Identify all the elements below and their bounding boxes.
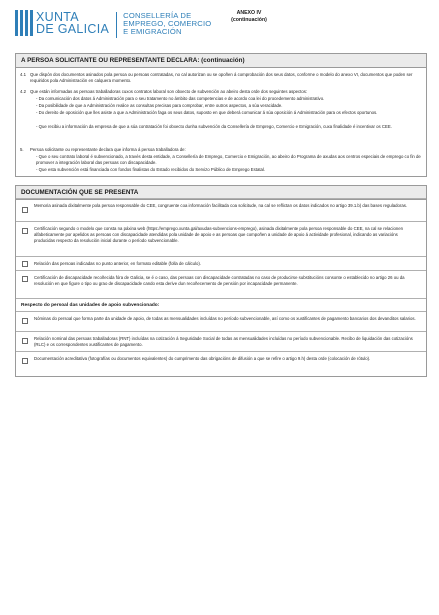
document-label: Relación das persoas indicadas no punto anterior, en formato editable (folla de cálculo). <box>34 261 201 266</box>
para-4-1: Que dispón dos documentos asinados pola persoa ou persoas contratadas, no cal autorizan ou se opoñen á comprobación dos seus datos, conforme o modelo do anexo VI, documentos que poden ser requiridos pola Administración en calquera momento. <box>30 72 413 84</box>
annex-title: ANEXO IV <box>236 10 262 16</box>
document-checkbox[interactable] <box>22 228 28 234</box>
para-4-2-number: 4.2 <box>20 89 26 94</box>
para-4-2-item: - Do dereito de oposición que lles asiste a que a Administración faga os seus datos, suposto en que deberá comunicar á súa oposición á Administración para os efectos oportunos. <box>36 110 378 115</box>
document-label: Certificación de discapacidade recoñecida fóra de Galicia, se é o caso, das persoas con discapacidade contratadas no caso de producirse substitucións consonte o establecido no artigo 26 ou da resolución en que figure o tipo ou grao de discapacidade cando esta derive dun recoñecemento de pensión por incapacidade permanente. <box>34 275 405 287</box>
document-label: Memoria asinada dixitalmente pola persoa responsable do CEE, congruente coa información facilitada coa solicitude, na cal se reflictan os datos indicados no artigo 39.1.b) das bases reguladoras. <box>34 203 408 208</box>
document-label: Relación nominal das persoas traballadoras (RNT) incluídas na cotización á Seguridade Social de todas as mensualidades incluídas no período subvencionable. Recibo de liquidación das cotizacións (RLC) e os correspondentes xustificantes de pagamento. <box>34 336 413 348</box>
document-label: Certificación segundo o modelo que consta na páxina web (https://emprego.xunta.gal/axudas-subvencions-emprego), asinada dixitalmente pola persoa responsable do CEE, na cal se relacionen alfabeticamente por apelidos as persoas con discapacidade atendidas pola unidade de apoio e as persoas que compoñen a unidade de apoio á actividade profesional, indicando as variacións producidas respecto da resolución inicial durante o período subvencionable. <box>34 226 404 244</box>
document-row <box>16 311 426 331</box>
support-staff-heading: Respecto do persoal das unidades de apoio subvencionado: <box>16 298 426 311</box>
logo-line-1: XUNTA <box>36 10 79 24</box>
annex-label <box>218 10 280 24</box>
logo-divider <box>116 12 117 38</box>
document-row <box>16 351 426 376</box>
page-header <box>0 0 439 50</box>
dept-line-2: EMPREGO, COMERCIO <box>123 19 212 28</box>
document-row <box>16 331 426 351</box>
para-4-2-item: - Da comunicación dos datos á Administración para o seu tratamento no ámbito das competencias e de acordo coa lei do procedemento administrativo. <box>36 96 325 101</box>
document-checkbox[interactable] <box>22 338 28 344</box>
declaration-section <box>15 53 427 177</box>
document-row <box>16 256 426 270</box>
para-4-2-intro: Que están informadas as persoas traballadoras cuxos contratos laboral son obxecto de subvención ao abeiro desta orde dos seguintes aspectos: <box>30 89 308 94</box>
para-5-intro: Persoa solicitante ou representante declara que informa á persoa traballadora de: <box>30 147 186 152</box>
document-checkbox[interactable] <box>22 261 28 267</box>
xunta-emblem-icon <box>15 8 33 38</box>
document-checkbox[interactable] <box>22 207 28 213</box>
dept-line-1: CONSELLERÍA DE <box>123 11 192 20</box>
logo-line-2: DE GALICIA <box>36 22 110 36</box>
annex-subtitle: (continuación) <box>231 17 267 23</box>
document-label: Documentación acreditativa (fotografías ou documentos equivalentes) do cumprimento das obrigacións de difusión a que se refire o artigo 9.h) desta orde (colocación de rótulo). <box>34 356 371 361</box>
para-5-item: - Que o seu contrato laboral é subvencionado, a través desta entidade, a Consellería de Emprego, Comercio e Emigración, ao abeiro do Programa de axudas aos centros especiais de emprego co fin de promover a integración laboral das persoas con discapacidade. <box>36 154 421 166</box>
document-checkbox[interactable] <box>22 318 28 324</box>
declaration-title: A PERSOA SOLICITANTE OU REPRESENTANTE DECLARA: (continuación) <box>16 54 426 68</box>
document-row <box>16 198 426 221</box>
xunta-logo <box>15 8 211 38</box>
dept-line-3: E EMIGRACIÓN <box>123 27 182 36</box>
documentation-section <box>15 185 427 377</box>
documentation-title: DOCUMENTACIÓN QUE SE PRESENTA <box>16 186 426 200</box>
para-5-number: 5. <box>20 147 24 152</box>
para-4-2-item: - Que recibiu a información da empresa de que a súa contratación foi obxecto dunha subvención da Consellería de Emprego, Comercio e Emigración, cuxa finalidade é incentivar os CEE. <box>36 124 392 129</box>
document-row <box>16 270 426 298</box>
para-4-2-item: - Da posibilidade de que a Administración realice as consultas precisas para comprobar, entre outros aspectos, a súa veracidade. <box>36 103 283 108</box>
document-row <box>16 221 426 256</box>
para-4-1-number: 4.1 <box>20 72 26 77</box>
document-checkbox[interactable] <box>22 358 28 364</box>
document-checkbox[interactable] <box>22 276 28 282</box>
document-label: Nóminas do persoal que forma parte da unidade de apoio, de todas as mensualidades incluídas no período subvencionable, así como os xustificantes de pagamento bancarios dos devanditos salarios. <box>34 316 416 321</box>
para-5-item: - Que esta subvención está financiada con fondos finalistas do Estado recibidos do Servizo Público de Emprego Estatal. <box>36 167 266 172</box>
